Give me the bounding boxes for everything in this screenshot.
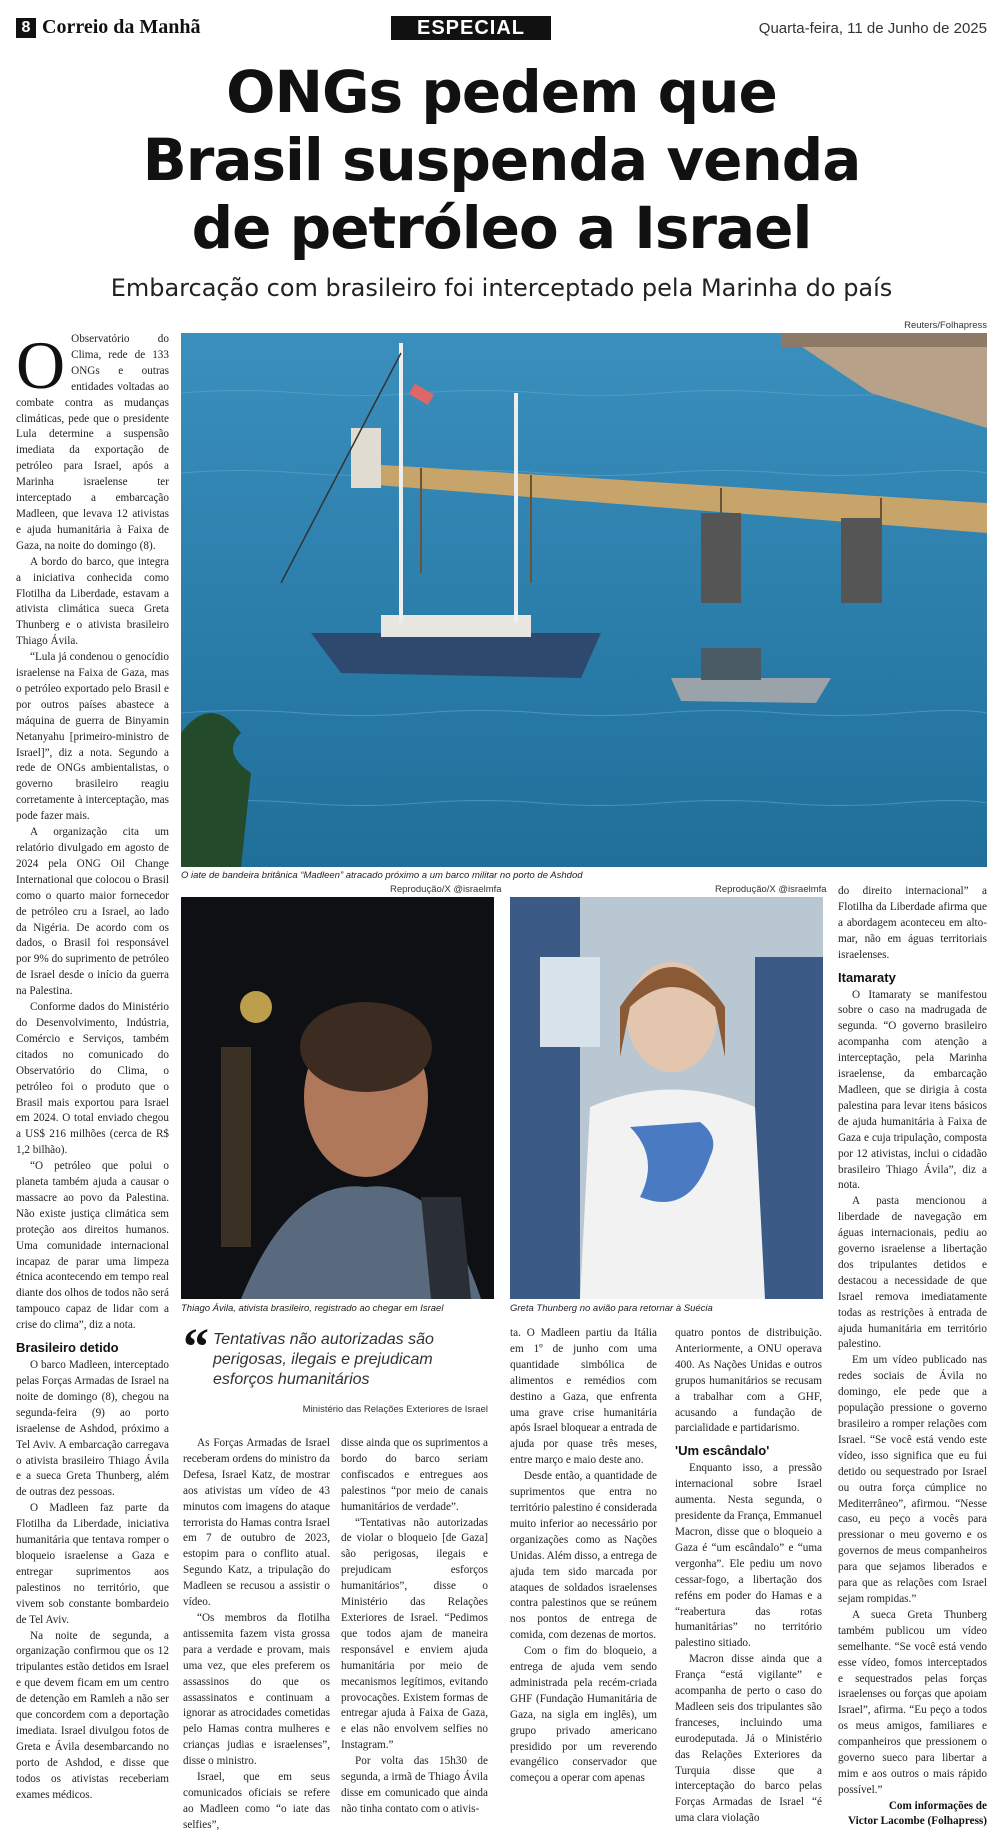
photo-thiago-avila: [181, 897, 494, 1299]
right-photo-credit: Reprodução/X @israelmfa: [715, 884, 827, 895]
article-paragraph: Conforme dados do Ministério do Desenvolvimento, Indústria, Comércio e Serviços, também citados no comunicado do Observatório do Clima, o petróleo foi o produto que o Brasil mais exportou para Israel em 2024. O total enviado chegou a US$ 216 milhões (cerca de R$ 1,2 bilhão).: [16, 1001, 169, 1157]
article-paragraph: quatro pontos de distribuição. Anteriormente, a ONU operava 400. As Nações Unidas e outros grupos humanitários se recusam a trabalhar com a GHF, acusando a fundação de parcialidade e partidarismo.: [675, 1327, 822, 1435]
article-column-5: [675, 1326, 822, 1827]
article-column-2: [183, 1436, 330, 1834]
article-paragraph: Em um vídeo publicado nas redes sociais de Ávila no domingo, ele pede que a população pressione o governo brasileiro a romper relações com Israel. “Se você está vendo este vídeo, isso significa que eu fui detido ou sequestrado por Israel ou outra força cúmplice no Mediterrâneo”, afirmou. “Nesse caso, eu peço a vocês para pressionar o meu governo e os governos de meus companheiros para que sejamos liberados e para que as relações com Israel sejam rompidas.”: [838, 1354, 987, 1605]
subheading: 'Um escândalo': [675, 1443, 770, 1459]
left-photo-credit: Reprodução/X @israelmfa: [390, 884, 502, 895]
byline: [838, 1799, 987, 1829]
article-paragraph: A bordo do barco, que integra a iniciativa conhecida como Flotilha da Liberdade, estavam a ativista climática sueca Greta Thunberg e o ativista brasileiro Thiago Ávila.: [16, 555, 169, 648]
issue-date: Quarta-feira, 11 de Junho de 2025: [758, 20, 987, 37]
headline: [60, 58, 943, 262]
main-photo-caption: O iate de bandeira britânica “Madleen” atracado próximo a um barco militar no porto de Ashdod: [181, 870, 583, 881]
newspaper-brand: Correio da Manhã: [42, 16, 201, 38]
subtitle: Embarcação com brasileiro foi interceptado pela Marinha do país: [110, 274, 893, 302]
quote-source: Ministério das Relações Exteriores de Israel: [302, 1404, 488, 1415]
left-photo-caption: Thiago Ávila, ativista brasileiro, registrado ao chegar em Israel: [181, 1303, 444, 1314]
article-paragraph: Enquanto isso, a pressão internacional sobre Israel aumenta. Nesta segunda, o presidente da França, Emmanuel Macron, disse que o bloqueio a Gaza é “um escândalo” e “uma vergonha”. Ele pediu um novo cessar-fogo, a libertação dos reféns em poder do Hamas e a “reabertura das rotas humanitárias” no território palestino sitiado.: [675, 1462, 822, 1650]
article-paragraph: Observatório do Clima, rede de 133 ONGs e outras entidades voltadas ao combate contra as mudanças climáticas, pede que o presidente Lula determine a suspensão imediata da exportação de petróleo para Israel, após a Marinha israelense ter interceptado a embarcação Madleen, que levava 12 ativistas e ajuda humanitária à Faixa de Gaza, na noite do domingo (8).: [16, 333, 169, 552]
article-paragraph: do direito internacional” a Flotilha da Liberdade afirma que a abordagem aconteceu em alto-mar, não em águas territoriais israelenses.: [838, 885, 987, 961]
article-paragraph: A sueca Greta Thunberg também publicou um vídeo semelhante. “Se você está vendo esse vídeo, fomos interceptados e sequestrados pelas forças israelenses ou forças que apoiam Israel”, afirma. “Eu peço a todos os meus amigos, familiares e companheiros que pressionem o governo sueco para libertar a mim e aos outros o mais rápido possível.”: [838, 1608, 987, 1796]
headline-line: de petróleo a Israel: [191, 194, 812, 262]
page-header: [16, 16, 987, 40]
article-paragraph: Com o fim do bloqueio, a entrega de ajuda vem sendo administrada pela recém-criada GHF (Fundação Humanitária de Gaza, na sigla em inglês), um grupo privado americano presidido por um reverendo evangélico conservador que começou a operar com apenas: [510, 1645, 657, 1785]
article-paragraph: O Itamaraty se manifestou sobre o caso na madrugada de segunda. “O governo brasileiro acompanha com atenção a interceptação, pela Marinha israelense, da embarcação Madleen, que se dirigia à costa palestina para levar itens básicos de ajuda humanitária à Faixa de Gaza e cuja tripulação, composta por 12 ativistas, inclui o cidadão brasileiro Thiago Ávila”, diz a nota.: [838, 988, 987, 1192]
article-paragraph: O barco Madleen, interceptado pelas Forças Armadas de Israel na noite de domingo (8), chegou na segunda-feira (9) ao porto israelense de Ashdod, próximo a Tel Aviv. A embarcação carregava o ativista brasileiro Thiago Ávila e a sueca Greta Thunberg, além de outras dez pessoas.: [16, 1359, 169, 1499]
quote-text: Tentativas não autorizadas são perigosas, ilegais e prejudicam esforços humanitários: [213, 1331, 434, 1388]
quote-mark-icon: “: [183, 1319, 209, 1376]
article-paragraph: “Lula já condenou o genocídio israelense na Faixa de Gaza, mas o petróleo exportado pelo Brasil e por outros países abastece a máquina de guerra de Binyamin Netanyahu [primeiro-ministro de Israel]”, diz a nota. Segundo a rede de ONGs ambientalistas, o governo brasileiro reagiu corretamente à interceptação, mas pode fazer mais.: [16, 651, 169, 823]
article-paragraph: As Forças Armadas de Israel receberam ordens do ministro da Defesa, Israel Katz, de mostrar aos ativistas um vídeo de 43 minutos com imagens do ataque terrorista do Hamas contra Israel em 7 de outubro de 2023, estopim para o conflito atual. Segundo Katz, a tripulação do Madleen se recusou a assistir o vídeo.: [183, 1437, 330, 1609]
headline-line: Brasil suspenda venda: [142, 126, 861, 194]
headline-line: ONGs pedem que: [226, 58, 777, 126]
article-paragraph: Na noite de segunda, a organização confirmou que os 12 tripulantes estão detidos em Israel e que devem ficam em um centro de detenção em Ramleh a não ser que concordem com a deportação imediata. Israel divulgou fotos de Greta e Ávila desembarcando no porto de Ashdod, e disse que todos os ativistas receberiam exames médicos.: [16, 1629, 169, 1801]
subheading: Brasileiro detido: [16, 1340, 119, 1356]
article-column-3: [341, 1436, 488, 1818]
article-paragraph: Por volta das 15h30 de segunda, a irmã de Thiago Ávila disse em comunicado que ainda não tinha contato com o ativis-: [341, 1755, 488, 1815]
byline-intro: Com informações de: [888, 1799, 987, 1812]
article-paragraph: Macron disse ainda que a França “está vigilante” e acompanha de perto o caso do Madleen seis dos tripulantes são franceses, incluindo uma eurodeputada. Já o Ministério das Relações Exteriores da Turquia disse que a interceptação do barco pelas Forças Armadas de Israel “é uma clara violação: [675, 1653, 822, 1825]
drop-cap: O: [16, 327, 66, 403]
main-photo-credit: Reuters/Folhapress: [904, 320, 987, 331]
article-column-1: [16, 327, 169, 1803]
article-paragraph: O Madleen faz parte da Flotilha da Liberdade, iniciativa humanitária que tentava romper o bloqueio israelense a Gaza e entregar suprimentos aos palestinos no território, que vivem sob constante bombardeio de Tel Aviv.: [16, 1502, 169, 1626]
article-paragraph: “O petróleo que polui o planeta também ajuda a causar o massacre ao povo da Palestina. Não existe justiça climática sem proteção aos direitos humanos. Uma comunidade internacional incapaz de parar uma limpeza étnica acontecendo em tempo real diante dos olhos de todos não será tampouco capaz de lidar com a crise do clima”, diz a nota.: [16, 1160, 169, 1332]
article-paragraph: “Tentativas não autorizadas de violar o bloqueio [de Gaza] são perigosas, ilegais e prejudicam esforços humanitários”, disse o Ministério das Relações Exteriores de Israel. “Pedimos que todos ajam de maneira responsável e enviem ajuda humanitária por meio de mecanismos legítimos, evitando provocações. Existem formas de entregar ajuda à Faixa de Gaza, e elas não envolvem selfies no Instagram.”: [341, 1516, 488, 1752]
right-photo-caption: Greta Thunberg no avião para retornar à Suécia: [510, 1303, 713, 1314]
article-paragraph: Desde então, a quantidade de suprimentos que entra no território palestino é considerada muito inferior ao necessário por organizações como as Nações Unidas. Além disso, a entrega de ajuda tem sido marcada por ataques de soldados israelenses contra palestinos que se reúnem nos pontos de entrega de comida, com dezenas de mortos.: [510, 1470, 657, 1642]
article-paragraph: Israel, que em seus comunicados oficiais se refere ao Madleen como “o iate das selfies”,: [183, 1771, 330, 1831]
byline-author: Victor Lacombe (Folhapress): [848, 1814, 987, 1827]
subheading: Itamaraty: [838, 969, 896, 985]
article-paragraph: ta. O Madleen partiu da Itália em 1º de junho com uma quantidade simbólica de alimentos e remédios com destino a Gaza, que enfrenta uma grave crise humanitária após Israel bloquear a entrada de ajuda por quase três meses, entre março e maio deste ano.: [510, 1327, 657, 1467]
photo-greta-thunberg: [510, 897, 823, 1299]
article-paragraph: A organização cita um relatório divulgado em agosto de 2024 pela ONG Oil Change International que colocou o Brasil como o quarto maior fornecedor de petróleo cru a Israel, ao lado da Nigéria. De acordo com os dados, o Brasil foi responsável por 9% do suprimento de petróleo de Israel desde o início da guerra na Palestina.: [16, 826, 169, 998]
article-paragraph: disse ainda que os suprimentos a bordo do barco seriam confiscados e entregues aos palestinos “por meio de canais humanitários de verdade”.: [341, 1437, 488, 1513]
article-paragraph: “Os membros da flotilha antissemita fazem vista grossa para a verdade e provam, mais uma vez, que eles preferem os assassinos do que os assassinatos e continuam a ignorar as atrocidades cometidas pelo Hamas contra mulheres e crianças judias e israelenses”, disse o ministro.: [183, 1611, 330, 1768]
pull-quote: [183, 1319, 488, 1421]
page-number: 8: [16, 18, 36, 38]
article-column-6: [838, 884, 987, 1829]
main-photo-yacht-port: [181, 333, 987, 867]
article-paragraph: A pasta mencionou a liberdade de navegação em águas internacionais, pediu ao governo israelense a libertação dos tripulantes detidos e destacou a necessidade de que Israel remova imediatamente todas as restrições à entrada de ajuda humanitária em território palestino.: [838, 1195, 987, 1351]
section-label: ESPECIAL: [391, 16, 551, 40]
article-column-4: [510, 1326, 657, 1787]
